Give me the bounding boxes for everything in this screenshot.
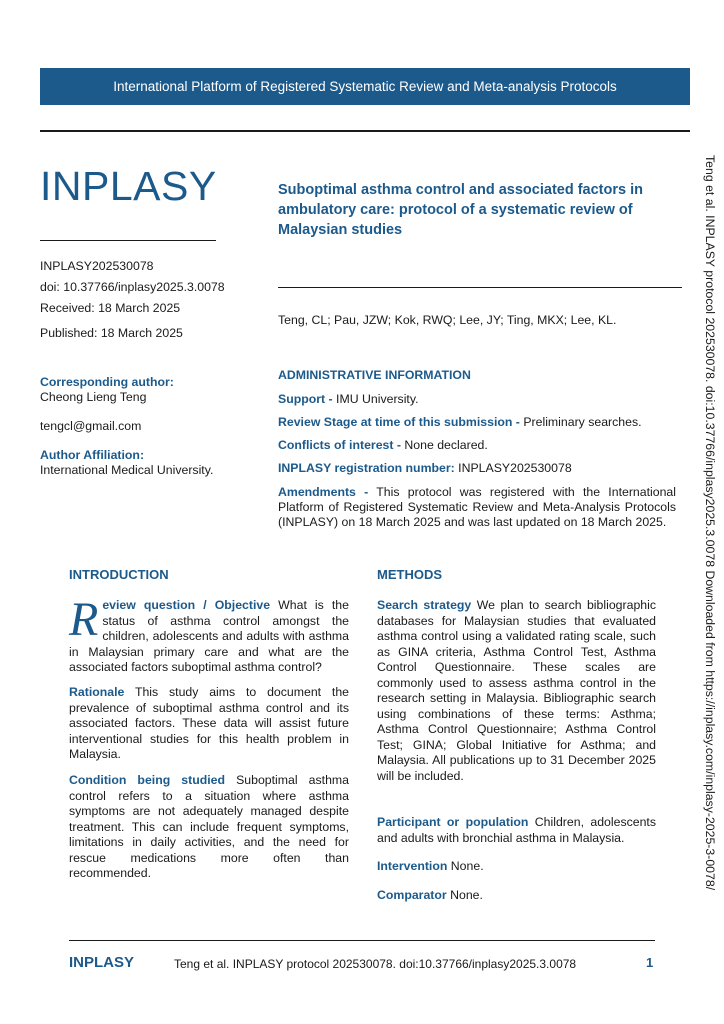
side-citation: Teng et al. INPLASY protocol 202530078. doi:10.37766/inplasy2025.3.0078 Downloaded from https://inplasy.com/inplasy-2025-3-0078/ <box>703 155 717 891</box>
comparator-label: Comparator <box>377 888 447 902</box>
condition-label: Condition being studied <box>69 773 226 787</box>
support-value: IMU University. <box>332 392 419 406</box>
drop-cap-letter: R <box>69 593 99 646</box>
page-number: 1 <box>646 955 654 970</box>
intervention-text: None. <box>447 859 484 873</box>
amendments-label: Amendments - <box>278 485 369 499</box>
participant-paragraph <box>377 815 656 846</box>
title-divider <box>278 287 682 288</box>
author-list: Teng, CL; Pau, JZW; Kok, RWQ; Lee, JY; Ting, MKX; Lee, KL. <box>278 313 617 327</box>
rationale-label: Rationale <box>69 685 125 699</box>
author-affiliation-value: International Medical University. <box>40 463 214 477</box>
admin-info-heading: ADMINISTRATIVE INFORMATION <box>278 368 471 382</box>
corresponding-author-name: Cheong Lieng Teng <box>40 390 147 404</box>
header-divider <box>40 130 690 132</box>
article-title: Suboptimal asthma control and associated factors in ambulatory care: protocol of a systematic review of Malaysian studies <box>278 182 643 238</box>
amendments-text: This protocol was registered with the International Platform of Registered Systematic Review and Meta-Analysis Protocols (INPLASY) on 18 March 2025 and was last updated on 18 March 2025. <box>278 485 676 529</box>
intervention-label: Intervention <box>377 859 448 873</box>
review-stage-value: Preliminary searches. <box>519 415 642 429</box>
participant-label: Participant or population <box>377 815 529 829</box>
registration-number-line <box>278 461 676 475</box>
conflicts-value: None declared. <box>400 438 488 452</box>
brand-logo-text: INPLASY <box>40 163 217 209</box>
condition-text: Suboptimal asthma control refers to a situation where asthma symptoms are not adequately managed despite treatment. This can include frequent symptoms, limitations in daily activities, and the need for rescue medications more often than recommended. <box>69 773 349 880</box>
conflicts-label: Conflicts of interest - <box>278 438 401 452</box>
author-affiliation-label: Author Affiliation: <box>40 448 145 462</box>
footer-divider <box>69 940 655 941</box>
support-line <box>278 392 676 406</box>
footer-citation: Teng et al. INPLASY protocol 202530078. doi:10.37766/inplasy2025.3.0078 <box>174 957 577 971</box>
search-strategy-text: We plan to search bibliographic databases for Malaysian studies that evaluated asthma control using a validated rating scale, such as GINA criteria, Asthma Control Test, Asthma Control Questionnaire. These scales are commonly used to assess asthma control in the research setting in Malaysia. Bibliographic search using combinations of these terms: Asthma; Asthma Control Questionnaire; Asthma Control Test; GINA; Global Initiative for Asthma; and Malaysia. All publications up to 31 December 2025 will be included. <box>377 598 657 783</box>
participant-text: Children, adolescents and adults with bronchial asthma in Malaysia. <box>377 815 656 845</box>
registration-id: INPLASY202530078 <box>40 259 154 273</box>
registration-number-value: INPLASY202530078 <box>454 461 572 475</box>
amendments-paragraph <box>278 485 676 530</box>
support-label: Support - <box>278 392 333 406</box>
review-stage-line <box>278 415 676 429</box>
comparator-text: None. <box>446 888 483 902</box>
search-strategy-label: Search strategy <box>377 598 472 612</box>
footer-brand: INPLASY <box>69 954 135 971</box>
intervention-paragraph <box>377 859 656 875</box>
methods-heading: METHODS <box>377 567 442 582</box>
conflicts-line <box>278 438 676 452</box>
doi-text: doi: 10.37766/inplasy2025.3.0078 <box>40 280 225 294</box>
published-date: Published: 18 March 2025 <box>40 326 183 340</box>
review-question-text: What is the status of asthma control amongst the children, adolescents and adults with asthma in Malaysian primary care and what are the associated factors suboptimal asthma control? <box>69 598 349 674</box>
rationale-paragraph <box>69 685 349 763</box>
review-question-paragraph <box>69 593 349 676</box>
review-question-label: eview question / Objective <box>102 598 271 612</box>
journal-banner <box>40 68 690 105</box>
search-strategy-paragraph <box>377 598 656 784</box>
rationale-text: This study aims to document the prevalence of suboptimal asthma control and its associated factors. These data will assist future interventional studies for this health problem in Malaysia. <box>69 685 349 761</box>
banner-text: International Platform of Registered Systematic Review and Meta-analysis Protocols <box>113 79 617 94</box>
corresponding-author-label: Corresponding author: <box>40 375 174 389</box>
introduction-heading: INTRODUCTION <box>69 567 169 582</box>
comparator-paragraph <box>377 888 656 904</box>
brand-underline <box>40 240 216 241</box>
corresponding-author-email[interactable]: tengcl@gmail.com <box>40 419 142 433</box>
registration-number-label: INPLASY registration number: <box>278 461 455 475</box>
received-date: Received: 18 March 2025 <box>40 301 181 315</box>
condition-paragraph <box>69 773 349 882</box>
review-stage-label: Review Stage at time of this submission - <box>278 415 520 429</box>
